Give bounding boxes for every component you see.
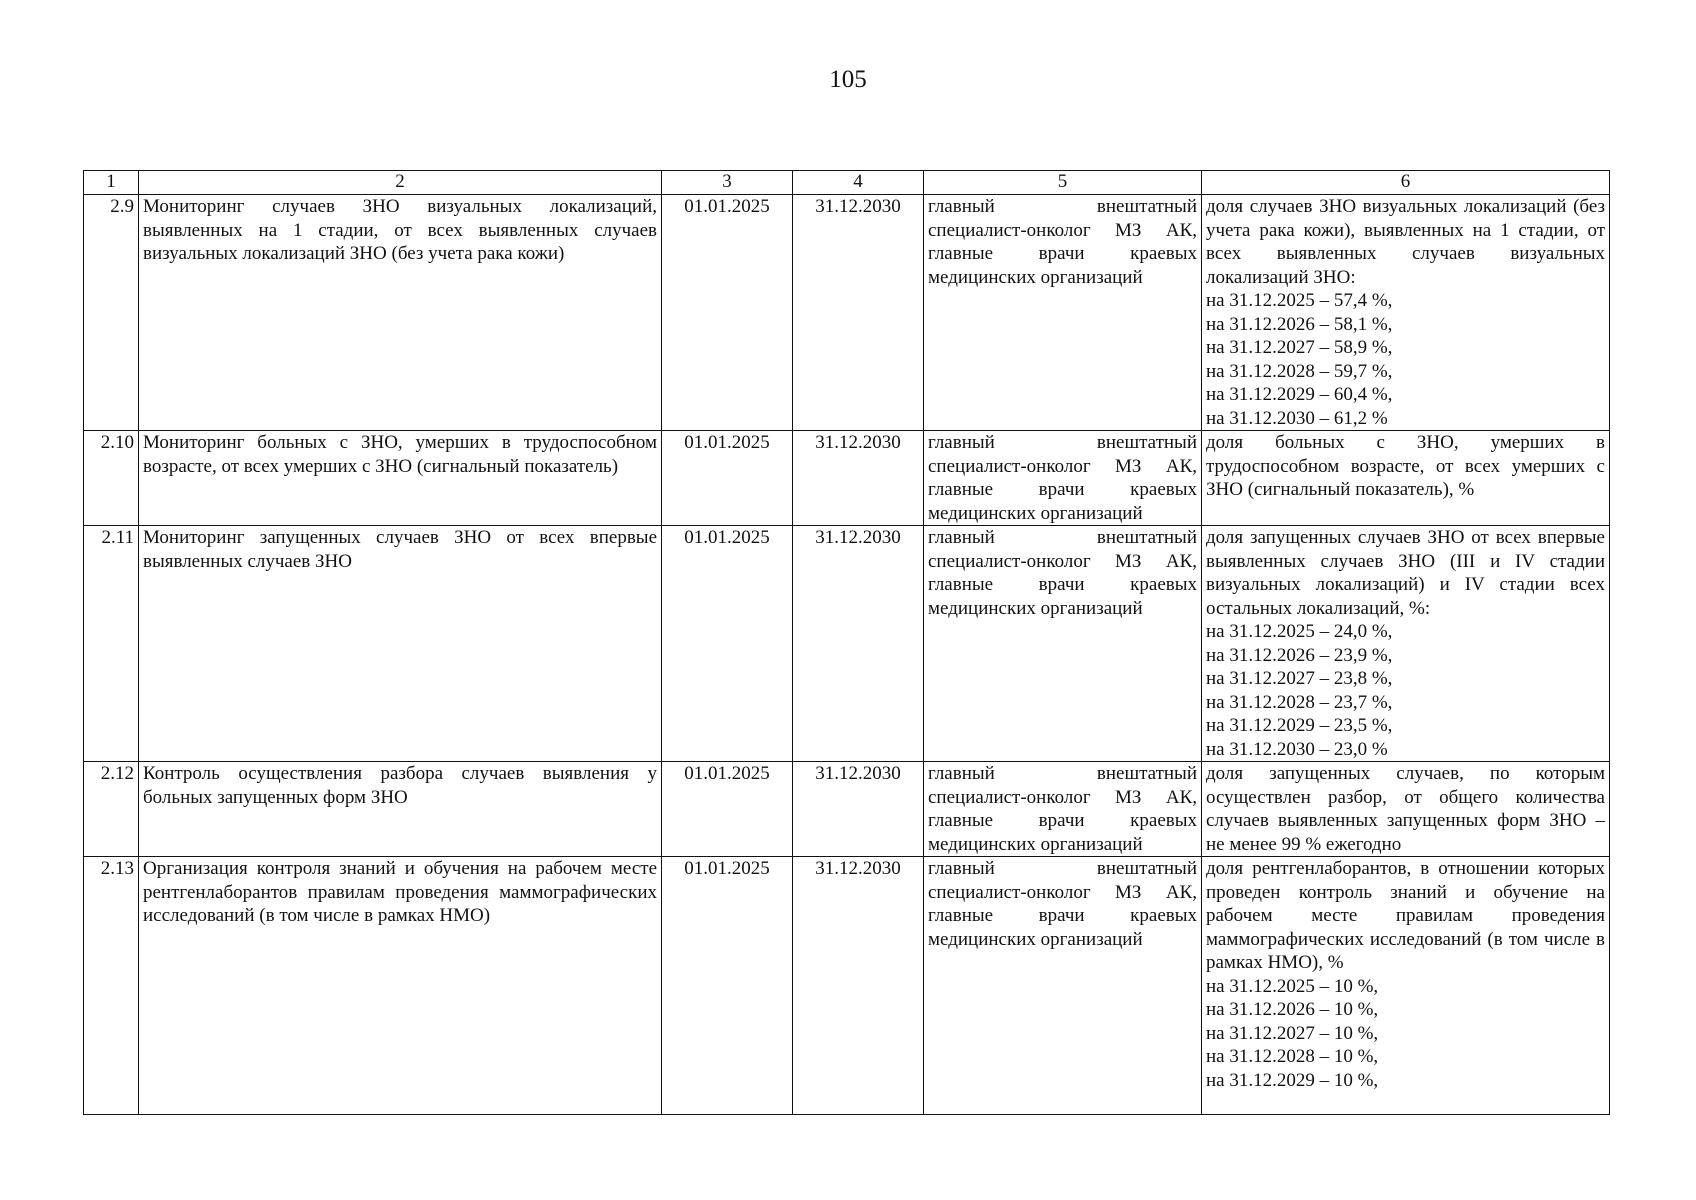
end-date-cell: 31.12.2030 bbox=[793, 431, 924, 526]
result-cell bbox=[1202, 857, 1610, 1115]
responsible-cell: главный внештатный специалист-онколог МЗ АК, главные врачи краевых медицинских организаций bbox=[924, 195, 1202, 431]
responsible-cell: главный внештатный специалист-онколог МЗ АК, главные врачи краевых медицинских организаций bbox=[924, 431, 1202, 526]
result-target-line: на 31.12.2027 – 23,8 %, bbox=[1206, 668, 1393, 689]
row-number: 2.10 bbox=[84, 431, 139, 526]
header-cell: 5 bbox=[924, 171, 1202, 195]
table-row bbox=[84, 762, 1610, 857]
result-cell bbox=[1202, 762, 1610, 857]
header-cell: 4 bbox=[793, 171, 924, 195]
result-target-line: на 31.12.2027 – 58,9 %, bbox=[1206, 337, 1393, 358]
result-target-line: на 31.12.2026 – 23,9 %, bbox=[1206, 644, 1393, 666]
start-date-cell: 01.01.2025 bbox=[662, 195, 793, 431]
start-date-cell: 01.01.2025 bbox=[662, 431, 793, 526]
start-date-cell: 01.01.2025 bbox=[662, 526, 793, 762]
responsible-cell: главный внештатный специалист-онколог МЗ АК, главные врачи краевых медицинских организаций bbox=[924, 762, 1202, 857]
table-row bbox=[84, 526, 1610, 762]
header-row bbox=[84, 171, 1610, 195]
activity-cell: Контроль осуществления разбора случаев выявления у больных запущенных форм ЗНО bbox=[139, 762, 662, 857]
result-text: доля рентгенлаборантов, в отношении которых проведен контроль знаний и обучение на рабочем месте правилам проведения маммографических исследований (в том числе в рамках НМО), % bbox=[1206, 858, 1605, 973]
result-target-line: на 31.12.2025 – 24,0 %, bbox=[1206, 621, 1393, 642]
result-target-line: на 31.12.2025 – 57,4 %, bbox=[1206, 290, 1393, 311]
table-row bbox=[84, 857, 1610, 1115]
start-date-cell: 01.01.2025 bbox=[662, 857, 793, 1115]
table-row bbox=[84, 195, 1610, 431]
result-target-line: на 31.12.2028 – 59,7 %, bbox=[1206, 360, 1393, 382]
header-cell: 2 bbox=[139, 171, 662, 195]
header-cell: 1 bbox=[84, 171, 139, 195]
result-target-line: на 31.12.2030 – 61,2 % bbox=[1206, 407, 1388, 429]
measures-table bbox=[83, 170, 1610, 1115]
row-number: 2.12 bbox=[84, 762, 139, 857]
row-number: 2.13 bbox=[84, 857, 139, 1115]
result-cell bbox=[1202, 526, 1610, 762]
table-row bbox=[84, 431, 1610, 526]
end-date-cell: 31.12.2030 bbox=[793, 526, 924, 762]
result-cell bbox=[1202, 195, 1610, 431]
activity-cell: Мониторинг запущенных случаев ЗНО от всех впервые выявленных случаев ЗНО bbox=[139, 526, 662, 762]
result-cell bbox=[1202, 431, 1610, 526]
start-date-cell: 01.01.2025 bbox=[662, 762, 793, 857]
result-target-line: на 31.12.2026 – 58,1 %, bbox=[1206, 313, 1393, 335]
result-text: доля больных с ЗНО, умерших в трудоспособном возрасте, от всех умерших с ЗНО (сигнальный показатель), % bbox=[1206, 432, 1605, 500]
result-target-line: на 31.12.2028 – 10 %, bbox=[1206, 1046, 1379, 1067]
activity-cell: Мониторинг больных с ЗНО, умерших в трудоспособном возрасте, от всех умерших с ЗНО (сигнальный показатель) bbox=[139, 431, 662, 526]
result-text: доля запущенных случаев, по которым осуществлен разбор, от общего количества случаев выявленных запущенных форм ЗНО – не менее 99 % ежегодно bbox=[1206, 763, 1605, 855]
end-date-cell: 31.12.2030 bbox=[793, 195, 924, 431]
result-target-line: на 31.12.2025 – 10 %, bbox=[1206, 975, 1379, 997]
result-target-line: на 31.12.2027 – 10 %, bbox=[1206, 1022, 1379, 1044]
header-cell: 6 bbox=[1202, 171, 1610, 195]
end-date-cell: 31.12.2030 bbox=[793, 857, 924, 1115]
row-number: 2.9 bbox=[84, 195, 139, 431]
result-target-line: на 31.12.2030 – 23,0 % bbox=[1206, 738, 1388, 760]
end-date-cell: 31.12.2030 bbox=[793, 762, 924, 857]
header-cell: 3 bbox=[662, 171, 793, 195]
result-target-line: на 31.12.2028 – 23,7 %, bbox=[1206, 691, 1393, 713]
responsible-cell: главный внештатный специалист-онколог МЗ АК, главные врачи краевых медицинских организаций bbox=[924, 857, 1202, 1115]
result-text: доля случаев ЗНО визуальных локализаций (без учета рака кожи), выявленных на 1 стадии, от всех выявленных случаев визуальных локализаций ЗНО: bbox=[1206, 196, 1605, 288]
row-number: 2.11 bbox=[84, 526, 139, 762]
result-target-line: на 31.12.2029 – 60,4 %, bbox=[1206, 384, 1393, 405]
result-target-line: на 31.12.2029 – 23,5 %, bbox=[1206, 715, 1393, 736]
page-number: 105 bbox=[829, 66, 867, 93]
activity-cell: Организация контроля знаний и обучения на рабочем месте рентгенлаборантов правилам проведения маммографических исследований (в том числе в рамках НМО) bbox=[139, 857, 662, 1115]
activity-cell: Мониторинг случаев ЗНО визуальных локализаций, выявленных на 1 стадии, от всех выявленных случаев визуальных локализаций ЗНО (без учета рака кожи) bbox=[139, 195, 662, 431]
result-target-line: на 31.12.2029 – 10 %, bbox=[1206, 1069, 1379, 1091]
result-target-line: на 31.12.2026 – 10 %, bbox=[1206, 999, 1379, 1020]
responsible-cell: главный внештатный специалист-онколог МЗ АК, главные врачи краевых медицинских организаций bbox=[924, 526, 1202, 762]
result-text: доля запущенных случаев ЗНО от всех впервые выявленных случаев ЗНО (III и IV стадии визуальных локализаций) и IV стадии всех остальных локализаций, %: bbox=[1206, 527, 1605, 619]
